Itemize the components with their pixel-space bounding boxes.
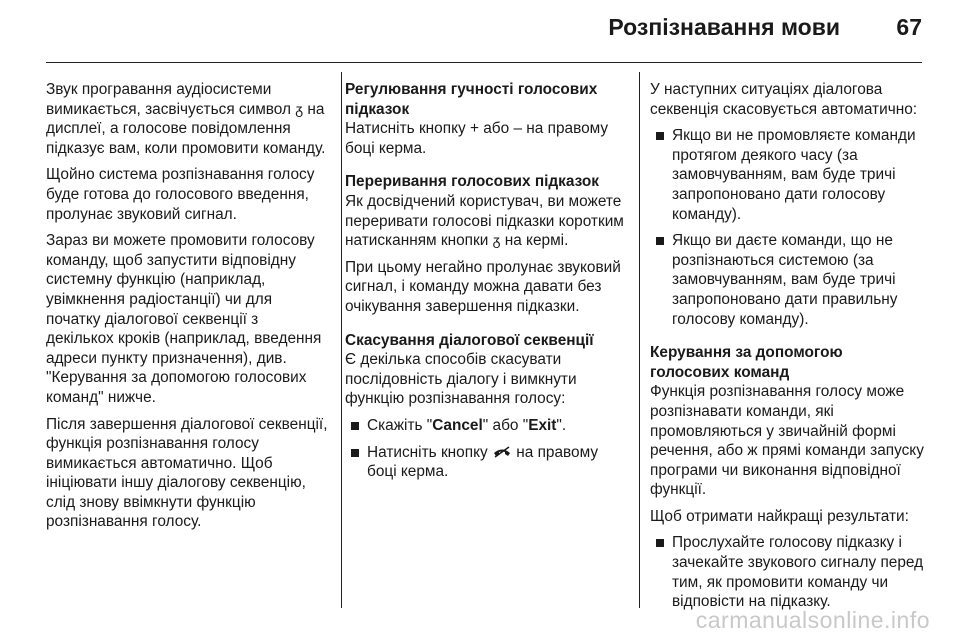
paragraph xyxy=(46,80,330,158)
bullet-icon xyxy=(351,449,359,457)
column-divider-2 xyxy=(639,72,640,608)
bullet-list xyxy=(650,126,926,329)
text: Натисніть кнопку xyxy=(345,120,466,138)
paragraph: У наступних ситуаціях діалогова секвенція скасовується автоматично: xyxy=(650,81,918,118)
bullet-list xyxy=(345,416,627,482)
paragraph: Зараз ви можете промовити голосову команду, щоб запустити відповідну системну функцію (наприклад, увімкнення радіостанції) чи для початку діалогової секвенції з декількох кроків (наприклад, введення адреси пункту призначення), див. "Керування за допомогою голосових команд" нижче. xyxy=(46,232,322,406)
paragraph xyxy=(345,192,627,251)
page-header xyxy=(0,0,960,62)
hang-up-icon xyxy=(492,446,512,458)
paragraph: Щойно система розпізнавання голосу буде готова до голосового введення, пролунає звуковий сигнал. xyxy=(46,166,315,223)
text: на правому боці керма. xyxy=(367,443,599,481)
section-heading: Скасування діалогової секвенції xyxy=(345,331,594,349)
section-heading: Керування за допомогою голосових команд xyxy=(650,344,843,381)
column-2 xyxy=(345,80,627,489)
text: на дисплеї, а голосове повідомлення підказує вам, коли промовити команду. xyxy=(46,100,326,157)
paragraph: При цьому негайно пролунає звуковий сигнал, і команду можна давати без очікування завершення підказки. xyxy=(345,258,621,315)
text: Якщо ви не промовляєте команди протягом деякого часу (за замовчуванням, вам буде тричі запропоновано дати голосову команду). xyxy=(672,127,916,223)
page-title: Розпізнавання мови xyxy=(608,14,840,40)
voice-icon: ᵹ xyxy=(492,232,501,249)
minus-icon: – xyxy=(513,120,523,138)
bullet-icon xyxy=(656,539,664,547)
bullet-icon xyxy=(351,422,359,430)
bullet-icon xyxy=(656,132,664,140)
list-item xyxy=(650,126,926,224)
plus-icon: + xyxy=(469,120,479,138)
column-divider-1 xyxy=(341,72,342,608)
column-1 xyxy=(46,80,330,539)
bullet-icon xyxy=(656,237,664,245)
voice-icon: ᵹ xyxy=(295,100,304,117)
column-3 xyxy=(650,80,926,619)
text: або xyxy=(483,120,510,138)
paragraph: Щоб отримати найкращі результати: xyxy=(650,507,909,525)
header-rule xyxy=(46,62,922,63)
cancel-command: Cancel xyxy=(432,416,483,434)
paragraph: Є декілька способів скасувати послідовність діалогу і вимкнути функцію розпізнавання голосу: xyxy=(345,351,577,408)
section-heading: Переривання голосових підказок xyxy=(345,173,599,191)
text: Як досвідчений користувач, ви можете переривати голосові підказки коротким натисканням кнопки xyxy=(345,192,624,250)
list-item xyxy=(345,416,627,436)
text: на кермі. xyxy=(504,232,569,250)
exit-command: Exit xyxy=(528,416,557,434)
text: Якщо ви даєте команди, що не розпізнаються системою (за замовчуванням, вам буде тричі запропоновано дати правильну голосову команду). xyxy=(672,232,898,328)
text: ". xyxy=(556,416,567,434)
paragraph xyxy=(345,119,627,158)
bullet-list xyxy=(650,533,926,611)
list-item xyxy=(650,533,926,611)
text: Натисніть кнопку xyxy=(367,443,488,461)
text: Скажіть " xyxy=(367,416,433,434)
list-item xyxy=(345,443,627,482)
paragraph: Після завершення діалогової секвенції, функція розпізнавання голосу вимикається автоматично. Щоб ініціювати іншу діалогову секвенцію, слід знову ввімкнути функцію розпізнавання голосу. xyxy=(46,415,328,531)
text: " або " xyxy=(482,416,529,434)
watermark: carmanualsonline.info xyxy=(695,607,930,633)
page-number: 67 xyxy=(896,14,922,40)
list-item xyxy=(650,231,926,329)
text: Прослухайте голосову підказку і зачекайте звукового сигналу перед тим, як промовити команду чи відповісти на підказку. xyxy=(672,534,924,611)
section-heading: Регулювання гучності голосових підказок xyxy=(345,81,598,118)
paragraph: Функція розпізнавання голосу може розпізнавати команди, які промовляються у звичайній формі речення, або ж прямі команди запуску програми чи виконання відповідної функції. xyxy=(650,383,924,499)
text: Звук програвання аудіосистеми вимикається, засвічується символ xyxy=(46,81,292,118)
text: на правому боці керма. xyxy=(345,120,609,157)
